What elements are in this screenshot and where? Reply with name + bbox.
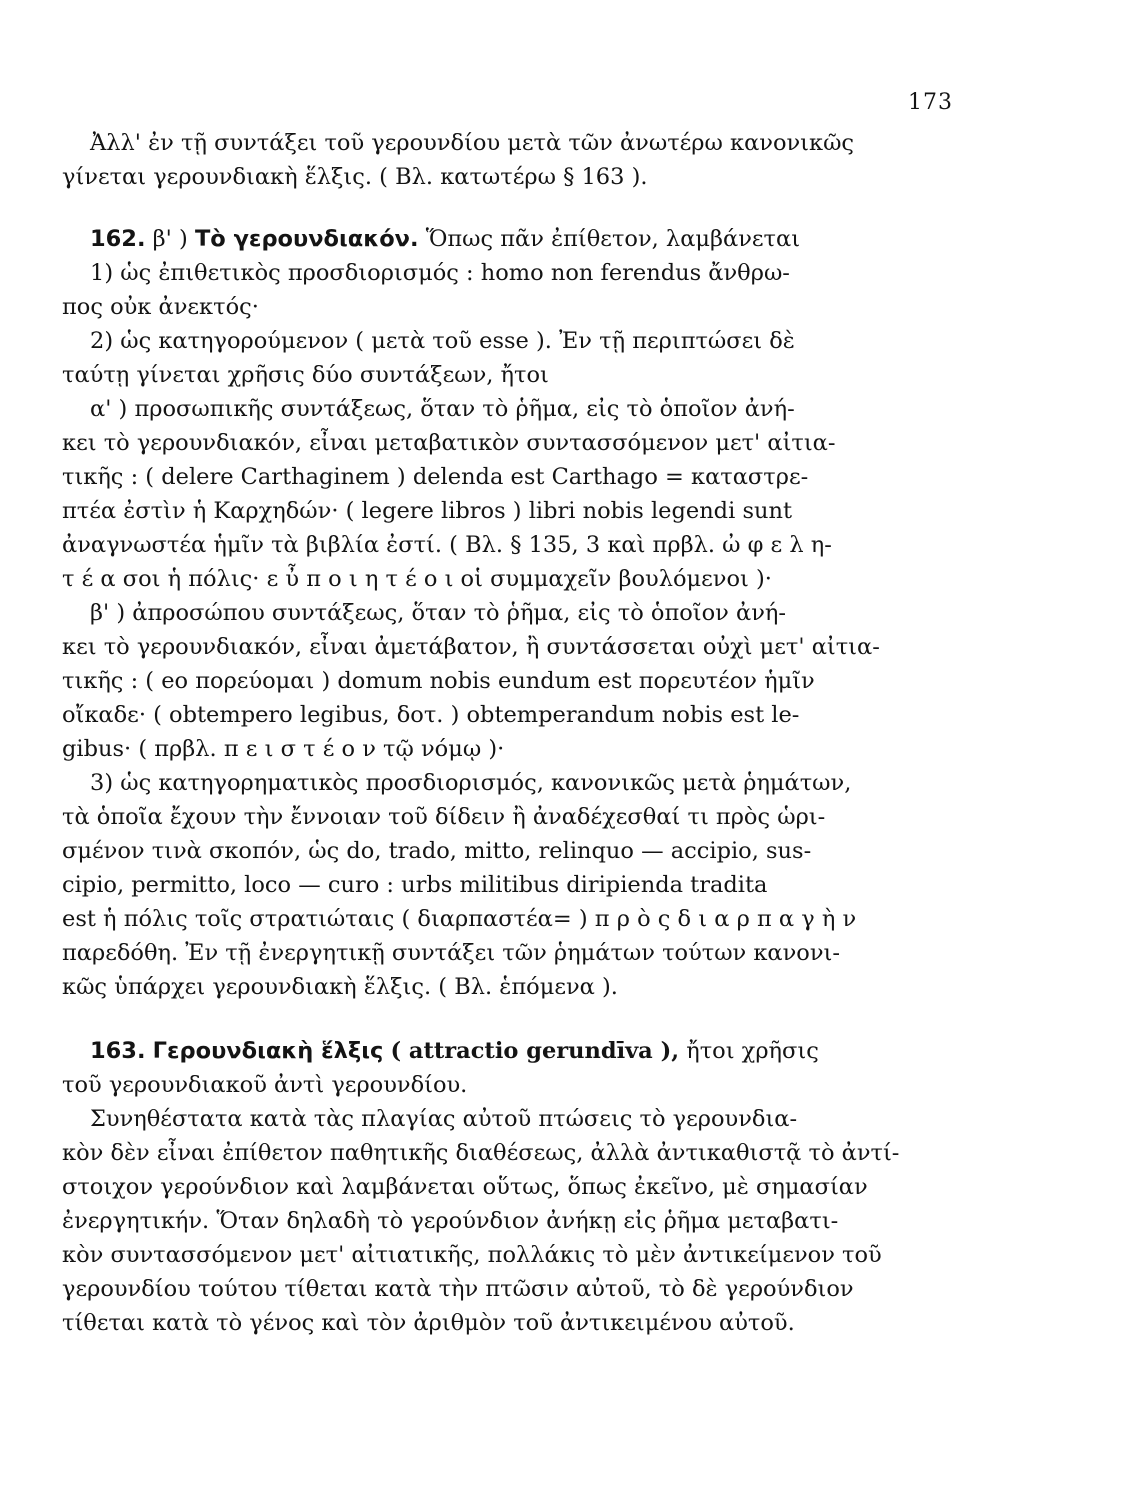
page-number: 173 [908, 90, 953, 115]
section-162-heading [62, 222, 942, 256]
text-line: τικῆς : ( delere Carthaginem ) delenda est Carthago = καταστρε- [62, 464, 809, 490]
text-line: Συνηθέστατα κατὰ τὰς πλαγίας αὐτοῦ πτώσεις τὸ γερουνδια- [90, 1106, 798, 1132]
text-line: β' ) ἀπροσώπου συντάξεως, ὅταν τὸ ῥῆμα, εἰς τὸ ὁποῖον ἀνή- [90, 600, 786, 626]
text-line: κῶς ὑπάρχει γερουνδιακὴ ἕλξις. ( Βλ. ἑπόμενα ). [62, 974, 618, 1000]
text-line: παρεδόθη. Ἐν τῇ ἐνεργητικῇ συντάξει τῶν ῥημάτων τούτων κανονι- [62, 940, 840, 966]
text-line: Ἀλλ' ἐν τῇ συντάξει τοῦ γερουνδίου μετὰ τῶν ἀνωτέρω κανονικῶς [90, 130, 855, 156]
text-line: gibus· ( πρβλ. π ε ι σ τ έ ο ν τῷ νόμῳ )· [62, 736, 505, 762]
section-number: 163. [90, 1038, 146, 1064]
section-163-heading [62, 1034, 942, 1068]
text-line: τικῆς : ( eo πορεύομαι ) domum nobis eundum est πορευτέον ἡμῖν [62, 668, 815, 694]
text-line: α' ) προσωπικῆς συντάξεως, ὅταν τὸ ῥῆμα, εἰς τὸ ὁποῖον ἀνή- [90, 396, 795, 422]
paragraph-gap [62, 1004, 942, 1034]
text-line: σμένον τινὰ σκοπόν, ὡς do, trado, mitto, relinquo — accipio, sus- [62, 838, 812, 864]
text-line: 3) ὡς κατηγορηματικὸς προσδιορισμός, κανονικῶς μετὰ ῥημάτων, [90, 770, 852, 796]
section-title: Τὸ γερουνδιακόν. [194, 226, 419, 252]
text-line: ταύτῃ γίνεται χρῆσις δύο συντάξεων, ἤτοι [62, 362, 549, 388]
text-line: ἀναγνωστέα ἡμῖν τὰ βιβλία ἐστί. ( Βλ. § 135, 3 καὶ πρβλ. ὠ φ ε λ η- [62, 532, 832, 558]
section-heading-rest: Ὅπως πᾶν ἐπίθετον, λαμβάνεται [425, 226, 801, 252]
text-line: κει τὸ γερουνδιακόν, εἶναι μεταβατικὸν συντασσόμενον μετ' αἰτια- [62, 430, 836, 456]
text-line: γερουνδίου τούτου τίθεται κατὰ τὴν πτῶσιν αὐτοῦ, τὸ δὲ γερούνδιον [62, 1276, 854, 1302]
text-line: πτέα ἐστὶν ἡ Καρχηδών· ( legere libros ) libri nobis legendi sunt [62, 498, 793, 524]
text-line: τ έ α σοι ἡ πόλις· ε ὖ π ο ι η τ έ ο ι οἱ συμμαχεῖν βουλόμενοι )· [62, 566, 772, 592]
text-line: τὰ ὁποῖα ἔχουν τὴν ἔννοιαν τοῦ δίδειν ἢ ἀναδέχεσθαί τι πρὸς ὡρι- [62, 804, 826, 830]
text-line: cipio, permitto, loco — curo : urbs militibus diripienda tradita [62, 872, 768, 898]
section-title: Γερουνδιακὴ ἕλξις [152, 1038, 384, 1064]
paragraph-gap [62, 194, 942, 222]
text-line: στοιχον γερούνδιον καὶ λαμβάνεται οὕτως, ὅπως ἐκεῖνο, μὲ σημασίαν [62, 1174, 868, 1200]
text-line: ἐνεργητικήν. Ὅταν δηλαδὴ τὸ γερούνδιον ἀνήκῃ εἰς ῥῆμα μεταβατι- [62, 1208, 839, 1234]
text-line: τοῦ γερουνδιακοῦ ἀντὶ γερουνδίου. [62, 1072, 468, 1098]
text-line: 1) ὡς ἐπιθετικὸς προσδιορισμός : homo non ferendus ἄνθρω- [90, 260, 790, 286]
section-heading-rest: ἤτοι χρῆσις [686, 1038, 819, 1064]
section-marker: β' ) [152, 226, 188, 252]
text-line: κει τὸ γερουνδιακόν, εἶναι ἀμετάβατον, ἢ συντάσσεται οὐχὶ μετ' αἰτια- [62, 634, 880, 660]
section-latin-term: ( attractio gerundīva ), [390, 1038, 680, 1064]
text-line: οἴκαδε· ( obtempero legibus, δοτ. ) obtemperandum nobis est le- [62, 702, 800, 728]
text-line: γίνεται γερουνδιακὴ ἕλξις. ( Βλ. κατωτέρω § 163 ). [62, 164, 648, 190]
body-text [62, 126, 942, 1340]
text-line: est ἡ πόλις τοῖς στρατιώταις ( διαρπαστέα= ) π ρ ὸ ς δ ι α ρ π α γ ὴ ν [62, 906, 857, 932]
text-line: τίθεται κατὰ τὸ γένος καὶ τὸν ἀριθμὸν τοῦ ἀντικειμένου αὐτοῦ. [62, 1310, 795, 1336]
text-line: κὸν συντασσόμενον μετ' αἰτιατικῆς, πολλάκις τὸ μὲν ἀντικείμενον τοῦ [62, 1242, 882, 1268]
section-number: 162. [90, 226, 146, 252]
text-line: κὸν δὲν εἶναι ἐπίθετον παθητικῆς διαθέσεως, ἀλλὰ ἀντικαθιστᾷ τὸ ἀντί- [62, 1140, 900, 1166]
text-line: 2) ὡς κατηγορούμενον ( μετὰ τοῦ esse ). Ἐν τῇ περιπτώσει δὲ [90, 328, 795, 354]
text-line: πος οὐκ ἀνεκτός· [62, 294, 259, 320]
